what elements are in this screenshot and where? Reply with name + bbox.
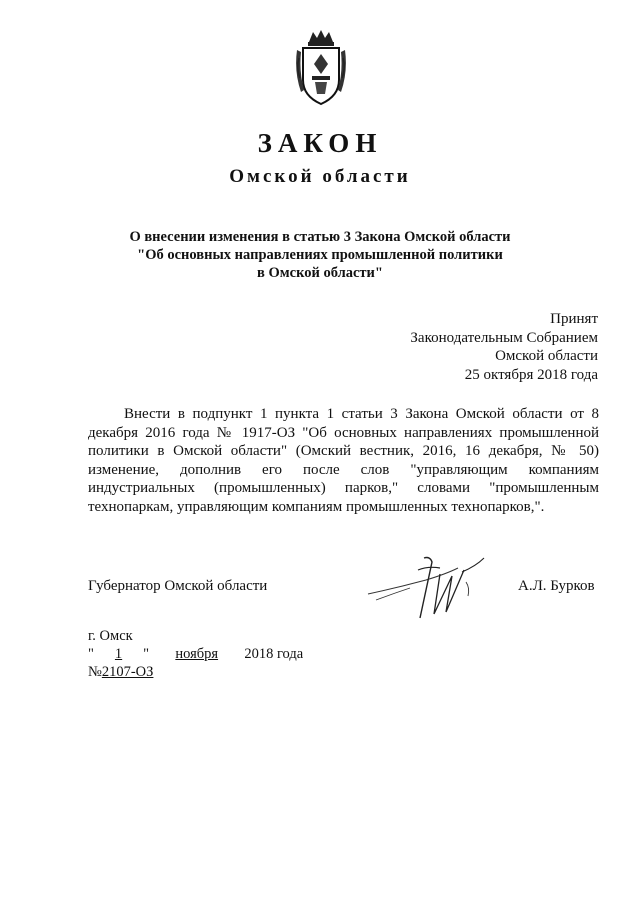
signing-year: 2018 года bbox=[244, 646, 304, 662]
law-number-value: 2107-ОЗ bbox=[101, 664, 154, 680]
law-heading-line: "Об основных направлениях промышленной политики bbox=[137, 247, 503, 263]
signing-day: 1 bbox=[114, 646, 123, 662]
date-close-quote: " bbox=[143, 646, 150, 662]
coat-of-arms-icon bbox=[295, 28, 347, 106]
document-subtitle: Омской области bbox=[229, 166, 411, 187]
law-heading-line: в Омской области" bbox=[257, 265, 383, 281]
place-of-signing: г. Омск bbox=[88, 628, 133, 644]
signing-date bbox=[88, 646, 303, 663]
signatory-name: А.Л. Бурков bbox=[518, 578, 595, 594]
handwritten-signature bbox=[366, 548, 506, 626]
law-heading-line: О внесении изменения в статью 3 Закона Омской области bbox=[129, 229, 511, 245]
adoption-date: 25 октября 2018 года bbox=[464, 366, 598, 383]
law-heading bbox=[90, 228, 550, 282]
date-open-quote: " bbox=[88, 646, 94, 662]
adoption-line: Законодательным Собранием bbox=[410, 329, 598, 346]
number-sign: № bbox=[88, 664, 102, 680]
adoption-block bbox=[410, 310, 598, 384]
signatory-position: Губернатор Омской области bbox=[88, 578, 268, 594]
law-number bbox=[88, 664, 158, 681]
signing-month: ноября bbox=[175, 646, 219, 662]
adoption-line: Омской области bbox=[495, 348, 598, 364]
document-title: ЗАКОН bbox=[257, 128, 383, 158]
law-body-paragraph: Внести в подпункт 1 пункта 1 статьи 3 Закона Омской области от 8 декабря 2016 года № 1917-ОЗ "Об основных направлениях промышленной политики в Омской области" (Омский вестник, 2016, 16 декабря, № 50) изменение, дополнив его после слов "управляющим компаниям индустриальных (промышленных) парков," словами "промышленным технопаркам, управляющим компаниям промышленных технопарков,". bbox=[88, 406, 599, 515]
adoption-line: Принят bbox=[550, 311, 598, 327]
